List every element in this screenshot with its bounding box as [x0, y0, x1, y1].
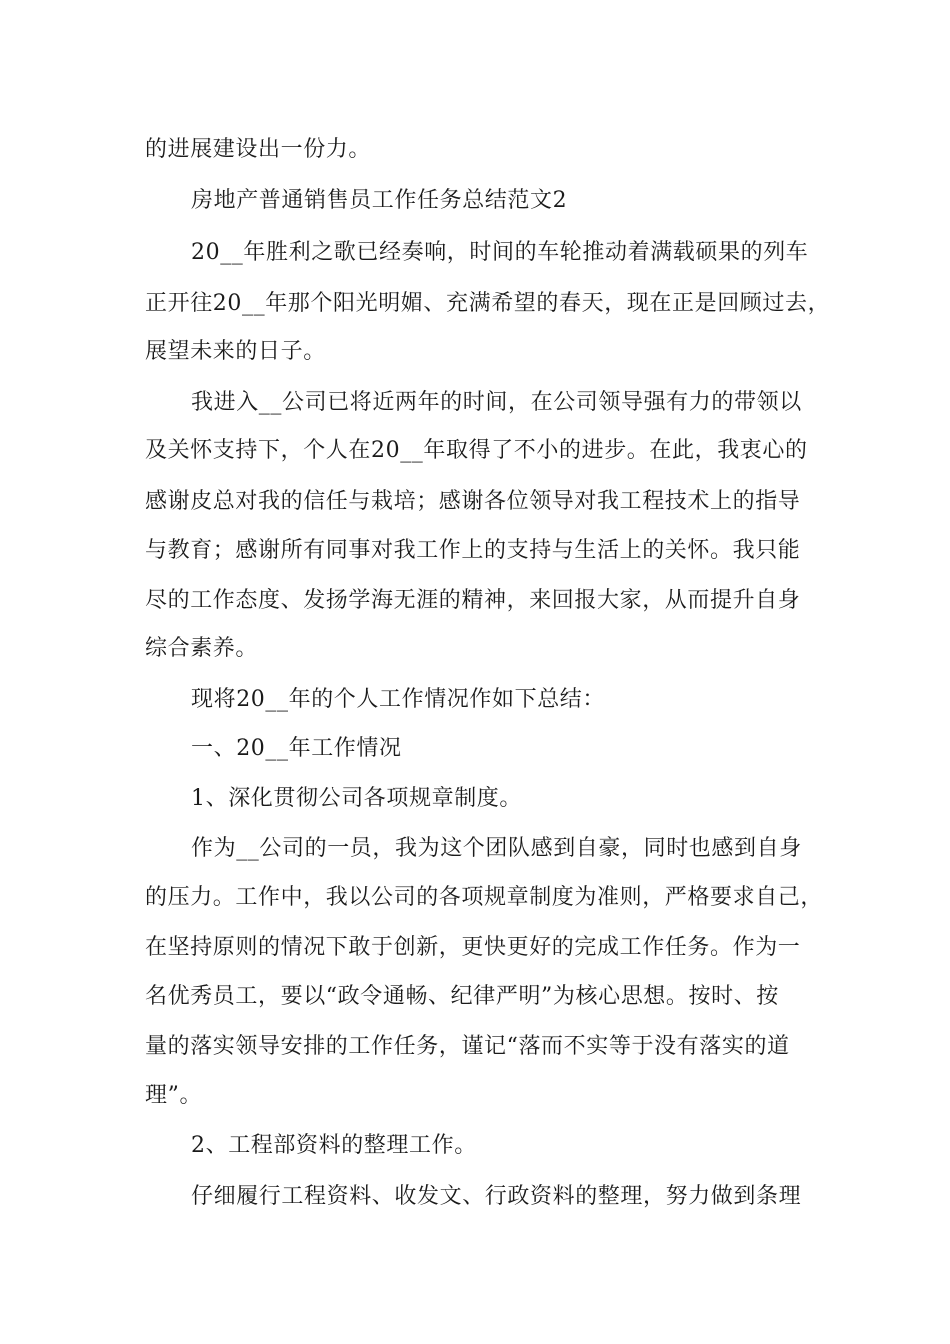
heading: 一、20__年工作情况	[191, 736, 402, 761]
text-line: 现将20__年的个人工作情况作如下总结：	[191, 687, 605, 712]
text-line: 在坚持原则的情况下敢于创新，更快更好的完成工作任务。作为一	[145, 935, 801, 960]
text-line: 综合素养。	[145, 636, 259, 661]
text-line: 正开往20__年那个阳光明媚、充满希望的春天，现在正是回顾过去，	[145, 291, 831, 316]
subheading: 2、工程部资料的整理工作。	[191, 1133, 477, 1158]
section-title: 房地产普通销售员工作任务总结范文2	[191, 188, 568, 213]
text-line: 作为__公司的一员，我为这个团队感到自豪，同时也感到自身	[191, 836, 802, 861]
text-line: 20__年胜利之歌已经奏响，时间的车轮推动着满载硕果的列车	[191, 240, 809, 265]
text-line: 感谢皮总对我的信任与栽培；感谢各位领导对我工程技术上的指导	[145, 489, 801, 514]
subheading: 1、深化贯彻公司各项规章制度。	[191, 786, 522, 811]
text-line: 的进展建设出一份力。	[145, 137, 372, 162]
text-line: 量的落实领导安排的工作任务，谨记“落而不实等于没有落实的道	[145, 1034, 790, 1059]
text-line: 尽的工作态度、发扬学海无涯的精神，来回报大家，从而提升自身	[145, 588, 801, 613]
text-line: 及关怀支持下，个人在20__年取得了不小的进步。在此，我衷心的	[145, 438, 808, 463]
text-line: 展望未来的日子。	[145, 339, 326, 364]
text-line: 的压力。工作中，我以公司的各项规章制度为准则，严格要求自己，	[145, 885, 824, 910]
text-line: 与教育；感谢所有同事对我工作上的支持与生活上的关怀。我只能	[145, 538, 801, 563]
text-line: 仔细履行工程资料、收发文、行政资料的整理，努力做到条理	[191, 1184, 802, 1209]
text-line: 名优秀员工，要以“政令通畅、纪律严明”为核心思想。按时、按	[145, 984, 779, 1009]
text-line: 理”。	[145, 1083, 203, 1108]
text-line: 我进入__公司已将近两年的时间，在公司领导强有力的带领以	[191, 390, 802, 415]
